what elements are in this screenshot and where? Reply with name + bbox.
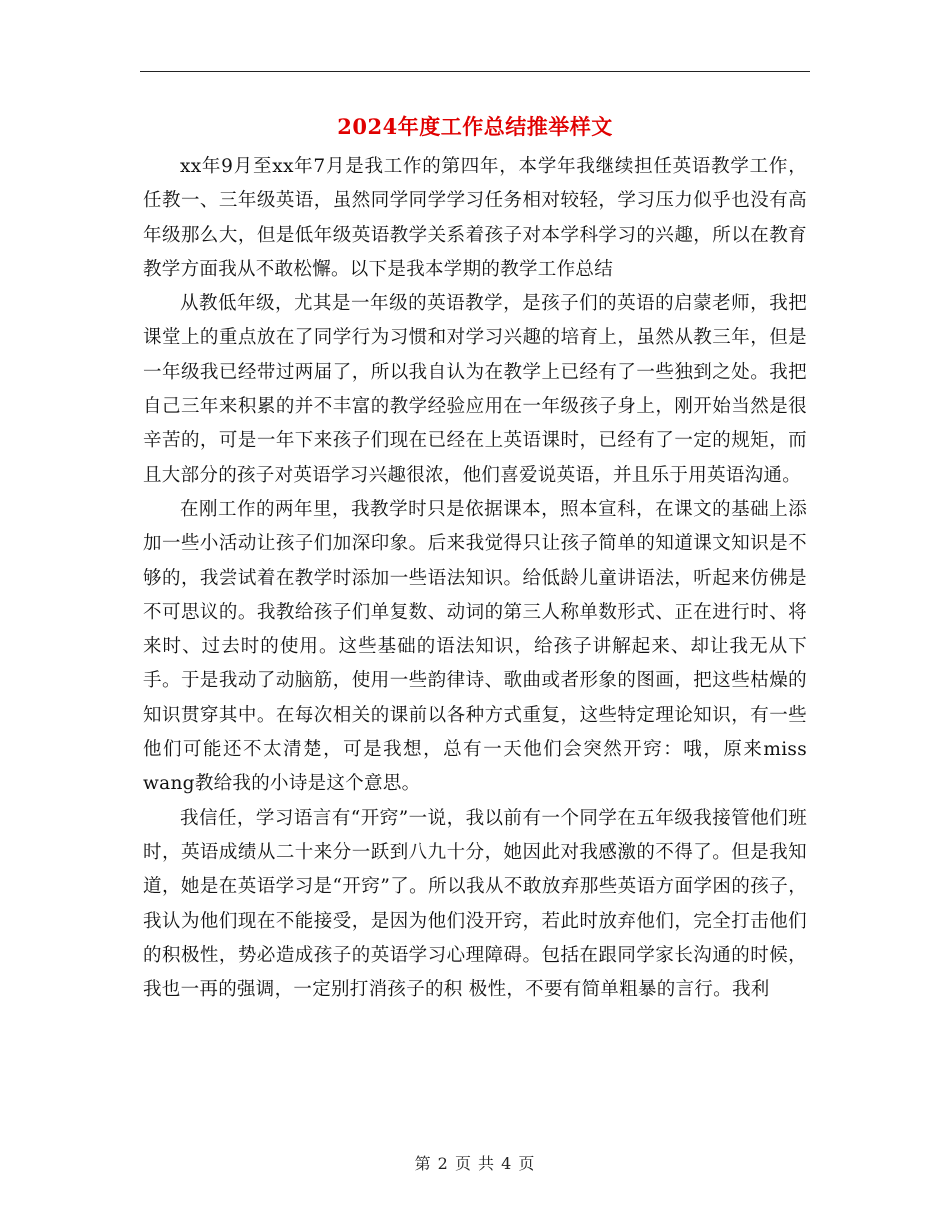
paragraph-3: 在刚工作的两年里，我教学时只是依据课本，照本宣科，在课文的基础上添加一些小活动让孩子们加深印象。后来我觉得只让孩子简单的知道课文知识是不够的，我尝试着在教学时添加一些语法知识。给低龄儿童讲语法，听起来仿佛是不可思议的。我教给孩子们单复数、动词的第三人称单数形式、正在进行时、将来时、过去时的使用。这些基础的语法知识，给孩子讲解起来、却让我无从下手。于是我动了动脑筋，使用一些韵律诗、歌曲或者形象的图画，把这些枯燥的知识贯穿其中。在每次相关的课前以各种方式重复，这些特定理论知识，有一些他们可能还不太清楚，可是我想，总有一天他们会突然开窍：哦，原来miss wang教给我的小诗是这个意思。 bbox=[143, 498, 807, 795]
header-rule bbox=[140, 71, 810, 72]
document-body bbox=[143, 150, 807, 1007]
paragraph-4: 我信任，学习语言有“开窍”一说，我以前有一个同学在五年级我接管他们班时，英语成绩从二十来分一跃到八九十分，她因此对我感激的不得了。但是我知道，她是在英语学习是“开窍”了。所以我从不敢放弃那些英语方面学困的孩子，我认为他们现在不能接受，是因为他们没开窍，若此时放弃他们，完全打击他们的积极性，势必造成孩子的英语学习心理障碍。包括在跟同学家长沟通的时候，我也一再的强调，一定别打消孩子的积 极性，不要有简单粗暴的言行。我利 bbox=[143, 807, 807, 1001]
document-title: 2024年度工作总结推举样文 bbox=[337, 114, 613, 139]
paragraph-2: 从教低年级，尤其是一年级的英语教学，是孩子们的英语的启蒙老师，我把课堂上的重点放在了同学行为习惯和对学习兴趣的培育上，虽然从教三年，但是一年级我已经带过两届了，所以我自认为在教学上已经有了一些独到之处。我把自己三年来积累的并不丰富的教学经验应用在一年级孩子身上，刚开始当然是很辛苦的，可是一年下来孩子们现在已经在上英语课时，已经有了一定的规矩，而且大部分的孩子对英语学习兴趣很浓，他们喜爱说英语，并且乐于用英语沟通。 bbox=[143, 293, 807, 486]
page-number: 第 2 页 共 4 页 bbox=[414, 1154, 536, 1173]
paragraph-1: xx年9月至xx年7月是我工作的第四年，本学年我继续担任英语教学工作，任教一、三年级英语，虽然同学同学学习任务相对较轻，学习压力似乎也没有高年级那么大，但是低年级英语教学关系着孩子对本学科学习的兴趣，所以在教育教学方面我从不敢松懈。以下是我本学期的教学工作总结 bbox=[143, 156, 807, 280]
